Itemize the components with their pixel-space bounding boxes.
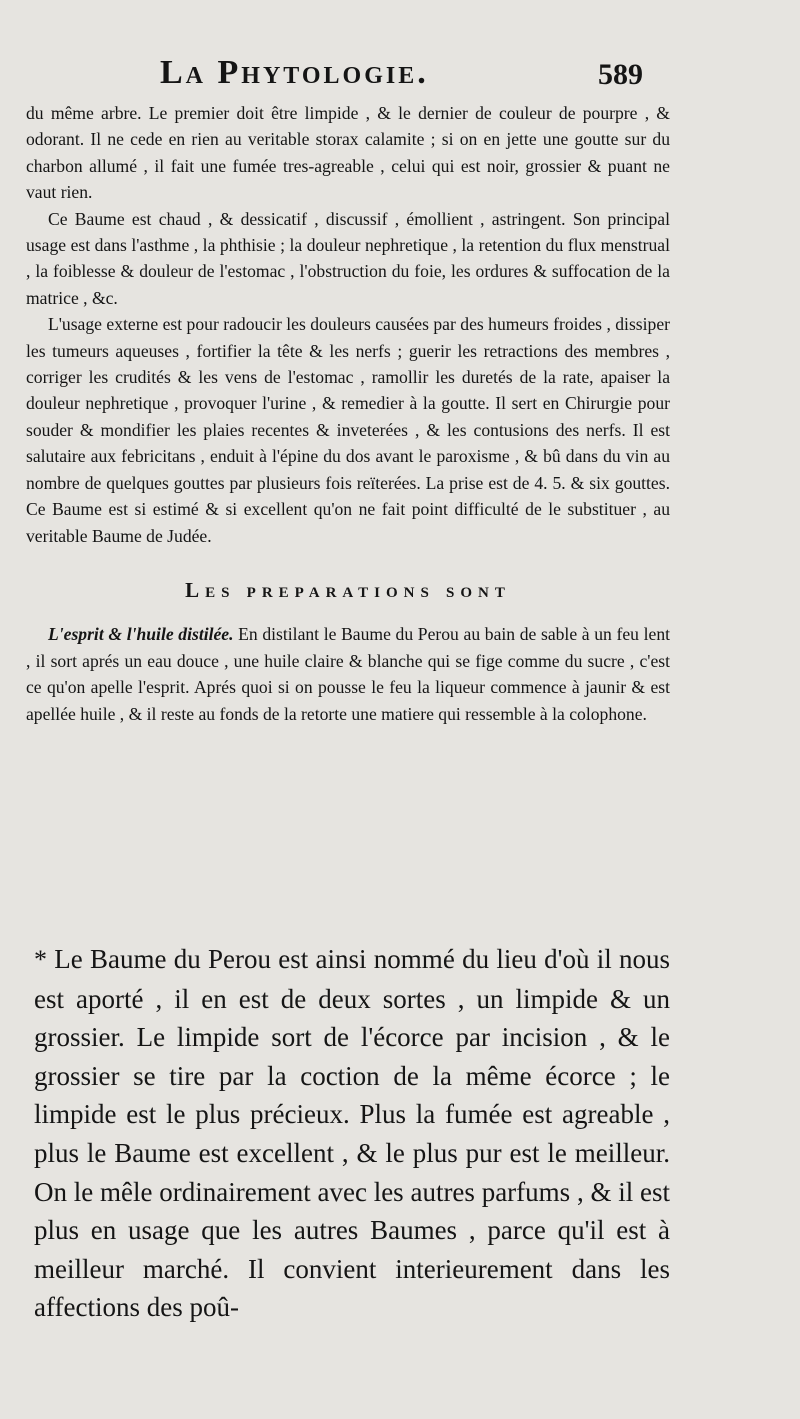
- paragraph-2: Ce Baume est chaud , & dessicatif , discussif , émollient , astringent. Son principal usage est dans l'asthme , la phthisie ; la douleur nephretique , la retention du flux menstrual , la foiblesse & douleur de l'estomac , l'obstruction du foie, les ordures & suffocation de la matrice , &c.: [26, 208, 670, 308]
- paragraph-1: du même arbre. Le premier doit être limpide , & le dernier de couleur de pourpre , & odorant. Il ne cede en rien au veritable storax calamite ; si on en jette une goutte sur du charbon allumé , il fait une fumée tres-agreable , celui qui est noir, grossier & puant ne vaut rien.: [26, 103, 670, 203]
- page-number: 589: [598, 58, 643, 91]
- footnote-text: Le Baume du Perou est ainsi nommé du lieu d'où il nous est aporté , il en est de deux sortes , un limpide & un grossier. Le limpide sort de l'écorce par incision , & le grossier se tire par la coction de la même écorce ; le limpide est le plus précieux. Plus la fumée est agreable , plus le Baume est excellent , & le plus pur est le meilleur. On le mêle ordinairement avec les autres parfums , & il est plus en usage que les autres Baumes , parce qu'il est à meilleur marché. Il convient interieurement dans les affections des poû-: [34, 944, 670, 1323]
- paragraph-4-lead: L'esprit & l'huile distilée.: [48, 624, 234, 645]
- main-text: [26, 100, 670, 727]
- footnote-marker: *: [34, 945, 47, 974]
- paragraph-4: [26, 621, 670, 727]
- section-heading: Les preparations sont: [185, 577, 511, 602]
- running-title: La Phytologie.: [160, 54, 429, 91]
- footnote: [34, 940, 670, 1327]
- paragraph-4-text: En distilant le Baume du Perou au bain de sable à un feu lent , il sort aprés un eau douce , une huile claire & blanche qui se fige comme du sucre , c'est ce qu'on apelle l'esprit. Aprés quoi si on pousse le feu la liqueur commence à jaunir & est apellée huile , & il reste au fonds de la retorte une matiere qui ressemble à la colophone.: [26, 624, 671, 724]
- paragraph-3: L'usage externe est pour radoucir les douleurs causées par des humeurs froides , dissiper les tumeurs aqueuses , fortifier la tête & les nerfs ; guerir les retractions des membres , corriger les crudités & les vens de l'estomac , ramollir les duretés de la rate, apaiser la douleur nephretique , provoquer l'urine , & remedier à la goutte. Il sert en Chirurgie pour souder & mondifier les plaies recentes & inveterées , & les contusions des nerfs. Il est salutaire aux febricitans , enduit à l'épine du dos avant le paroxisme , & bû dans du vin au nombre de quelques gouttes par plusieurs fois reïterées. La prise est de 4. 5. & six gouttes. Ce Baume est si estimé & si excellent qu'on ne fait point difficulté de le substituer , au veritable Baume de Judée.: [26, 314, 670, 546]
- footnote-paragraph: [34, 940, 670, 1327]
